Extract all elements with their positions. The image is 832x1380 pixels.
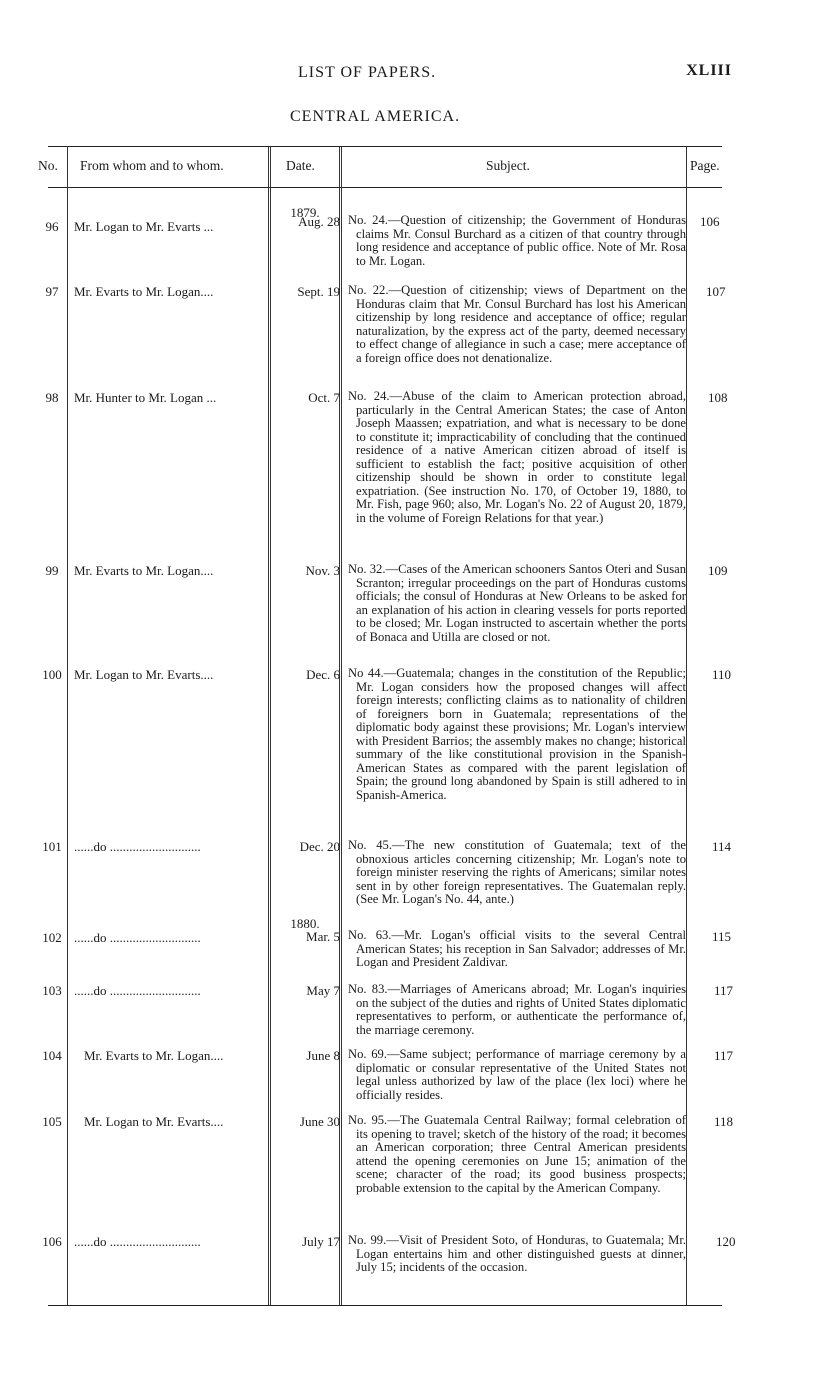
row-subject: No. 32.—Cases of the American schooners Santos Oteri and Susan Scranton; irregular proceedings on the part of Honduras customs officials; the consul of Honduras at New Orleans to be asked for an explanation of his action in clearing vessels for ports reported to be closed; Mr. Logan instructed to ascertain whether the ports of Bonaca and Utilla are closed or not. [348,562,686,644]
row-from-to: ......do ............................ [74,839,201,854]
row-date: Mar. 5 [306,929,340,944]
row-number: 99 [45,563,59,578]
row-date: Nov. 3 [305,563,340,578]
row-number: 105 [42,1114,62,1129]
row-page: 118 [714,1114,734,1129]
running-header-title: LIST OF PAPERS. [298,64,437,81]
row-page: 115 [712,929,732,944]
row-subject: No 44.—Guatemala; changes in the constitution of the Republic; Mr. Logan considers how the proposed changes will affect foreign interests; conflicting claims as to nationality of children of foreigners born in Guatemala; representations of the diplomatic body against these provisions; Mr. Logan's interview with President Barrios; the assembly makes no change; historical summary of the like constitutional provision in the Spanish-American States as compared with the parent legislation of Spain; the ground long abandoned by Spain is still adhered to in Spanish-America. [348,666,686,802]
row-subject: No. 83.—Marriages of Americans abroad; Mr. Logan's inquiries on the subject of the duties and rights of United States diplomatic representatives to perform, or authenticate the performance of, the marriage ceremony. [348,982,686,1037]
row-page: 117 [714,1048,734,1063]
column-divider [686,147,687,1305]
row-number: 106 [42,1234,62,1249]
page-number: XLIII [686,62,732,79]
header-bottom-rule [48,187,722,188]
row-page: 120 [716,1234,736,1249]
column-header-page: Page. [690,158,720,173]
row-year: 1880. [290,916,320,931]
row-number: 103 [42,983,62,998]
row-subject: No. 69.—Same subject; performance of marriage ceremony by a diplomatic or consular representative of the United States not legal unless authorized by law of the place (lex loci) where he officially resides. [348,1047,686,1102]
row-from-to: Mr. Logan to Mr. Evarts.... [84,1114,224,1129]
row-number: 101 [42,839,62,854]
row-subject: No. 95.—The Guatemala Central Railway; formal celebration of its opening to travel; sketch of the history of the road; it becomes an American corporation; three Central American presidents attend the opening ceremonies on June 15; animation of the scene; character of the road; its good business prospects; probable extension to the capital by the American Company. [348,1113,686,1195]
row-from-to: ......do ............................ [74,983,201,998]
row-from-to: ......do ............................ [74,930,201,945]
row-page: 107 [706,284,726,299]
row-date: Dec. 20 [299,839,340,854]
column-divider [268,147,271,1305]
column-divider [67,147,68,1305]
row-year: 1879. [290,205,320,220]
column-header-no: No. [38,158,58,173]
column-header-from: From whom and to whom. [80,158,224,173]
row-date: July 17 [302,1234,340,1249]
row-date: June 30 [299,1114,340,1129]
section-title: CENTRAL AMERICA. [290,108,461,125]
column-divider [339,147,342,1305]
row-from-to: Mr. Logan to Mr. Evarts ... [74,219,214,234]
row-date: Dec. 6 [306,667,340,682]
row-date: Oct. 7 [308,390,340,405]
row-date: Aug. 28 [298,214,340,229]
row-number: 102 [42,930,62,945]
row-subject: No. 63.—Mr. Logan's official visits to the several Central American States; his reception in San Salvador; addresses of Mr. Logan and President Zaldivar. [348,928,686,969]
row-number: 104 [42,1048,62,1063]
row-page: 114 [712,839,732,854]
row-subject: No. 45.—The new constitution of Guatemala; text of the obnoxious articles concerning citizenship; Mr. Logan's note to foreign minister reserving the rights of Americans; similar notes sent in by other foreign representatives. The Guatemalan reply. (See Mr. Logan's No. 44, ante.) [348,838,686,906]
table-top-rule [48,146,722,147]
row-subject: No. 24.—Abuse of the claim to American protection abroad, particularly in the Central American States; the case of Anton Joseph Maassen; expatriation, and what is necessary to be done to constitute it; impracticability of concluding that the continued residence of a native American citizen abroad of itself is sufficient to establish the fact; positive acquisition of other citizenship should be shown in order to constitute legal expatriation. (See instruction No. 170, of October 19, 1880, to Mr. Fish, page 960; also, Mr. Logan's No. 22 of August 20, 1879, in the volume of Foreign Relations for that year.) [348,389,686,525]
row-number: 97 [45,284,59,299]
row-subject: No. 22.—Question of citizenship; views of Department on the Honduras claim that Mr. Consul Burchard has lost his American citizenship by long residence and acceptance of office; regular naturalization, by the express act of the party, deemed necessary to effect change of allegiance in such a case; mere acceptance of a foreign office does not denationalize. [348,283,686,365]
column-header-date: Date. [286,158,315,173]
row-number: 98 [45,390,59,405]
row-from-to: Mr. Evarts to Mr. Logan.... [74,284,214,299]
row-date: May 7 [306,983,340,998]
row-number: 96 [45,219,59,234]
row-subject: No. 24.—Question of citizenship; the Government of Honduras claims Mr. Consul Burchard as a citizen of that country through long residence and acceptance of public office. Note of Mr. Rosa to Mr. Logan. [348,213,686,268]
row-from-to: Mr. Evarts to Mr. Logan.... [74,563,214,578]
row-page: 109 [708,563,728,578]
table-bottom-rule [48,1305,722,1306]
row-from-to: Mr. Hunter to Mr. Logan ... [74,390,217,405]
row-page: 110 [712,667,732,682]
row-from-to: Mr. Logan to Mr. Evarts.... [74,667,214,682]
row-page: 106 [700,214,720,229]
row-from-to: ......do ............................ [74,1234,201,1249]
row-from-to: Mr. Evarts to Mr. Logan.... [84,1048,224,1063]
row-page: 108 [708,390,728,405]
row-number: 100 [42,667,62,682]
row-page: 117 [714,983,734,998]
row-date: June 8 [306,1048,340,1063]
column-header-subject: Subject. [486,158,530,173]
row-subject: No. 99.—Visit of President Soto, of Honduras, to Guatemala; Mr. Logan entertains him and other distinguished guests at dinner, July 15; incidents of the occasion. [348,1233,686,1274]
row-date: Sept. 19 [297,284,340,299]
